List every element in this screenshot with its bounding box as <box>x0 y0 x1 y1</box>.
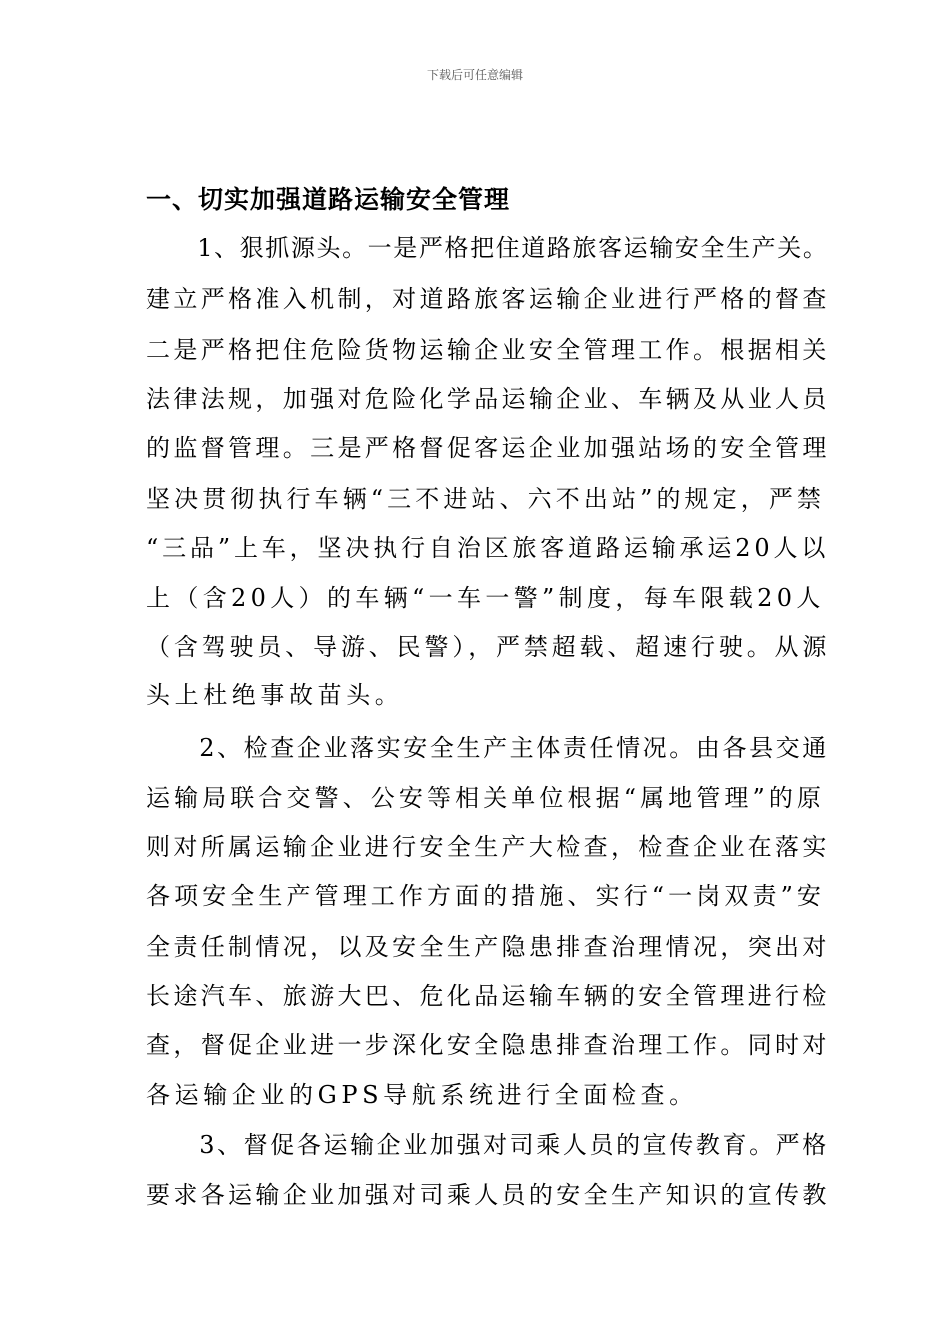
text-line: 长途汽车、旅游大巴、危化品运输车辆的安全管理进行检 <box>146 982 830 1010</box>
text-line: 运输局联合交警、公安等相关单位根据“属地管理”的原 <box>146 784 826 812</box>
text-line: 的监督管理。三是严格督促客运企业加强站场的安全管理 <box>146 434 830 462</box>
text-line: 2、检查企业落实安全生产主体责任情况。由各县交通 <box>146 734 829 762</box>
text-line: 头上杜绝事故苗头。 <box>146 681 404 709</box>
text-line: 则对所属运输企业进行安全生产大检查，检查企业在落实 <box>146 833 830 861</box>
text-line: 查，督促企业进一步深化安全隐患排查治理工作。同时对 <box>146 1031 830 1059</box>
text-line: 1、狠抓源头。一是严格把住道路旅客运输安全生产关。 <box>146 234 829 262</box>
text-line: “三品”上车，坚决执行自治区旅客道路运输承运20人以 <box>146 534 830 562</box>
text-line: 二是严格把住危险货物运输企业安全管理工作。根据相关 <box>146 336 830 364</box>
text-line: 坚决贯彻执行车辆“三不进站、六不出站”的规定，严禁 <box>146 485 826 513</box>
text-line: （含驾驶员、导游、民警），严禁超载、超速行驶。从源 <box>146 633 831 661</box>
page-header-note: 下载后可任意编辑 <box>426 68 523 82</box>
text-line: 上（含20人）的车辆“一车一警”制度，每车限载20人 <box>146 584 825 612</box>
text-line: 3、督促各运输企业加强对司乘人员的宣传教育。严格 <box>146 1131 829 1159</box>
section-heading: 一、切实加强道路运输安全管理 <box>146 185 511 214</box>
text-line: 要求各运输企业加强对司乘人员的安全生产知识的宣传教 <box>146 1181 830 1209</box>
text-line: 全责任制情况，以及安全生产隐患排查治理情况，突出对 <box>146 933 830 961</box>
text-line: 各运输企业的GPS导航系统进行全面检查。 <box>146 1081 698 1109</box>
text-line: 各项安全生产管理工作方面的措施、实行“一岗双责”安 <box>146 882 826 910</box>
text-line: 建立严格准入机制，对道路旅客运输企业进行严格的督查 <box>146 285 830 313</box>
text-line: 法律法规，加强对危险化学品运输企业、车辆及从业人员 <box>146 385 830 413</box>
